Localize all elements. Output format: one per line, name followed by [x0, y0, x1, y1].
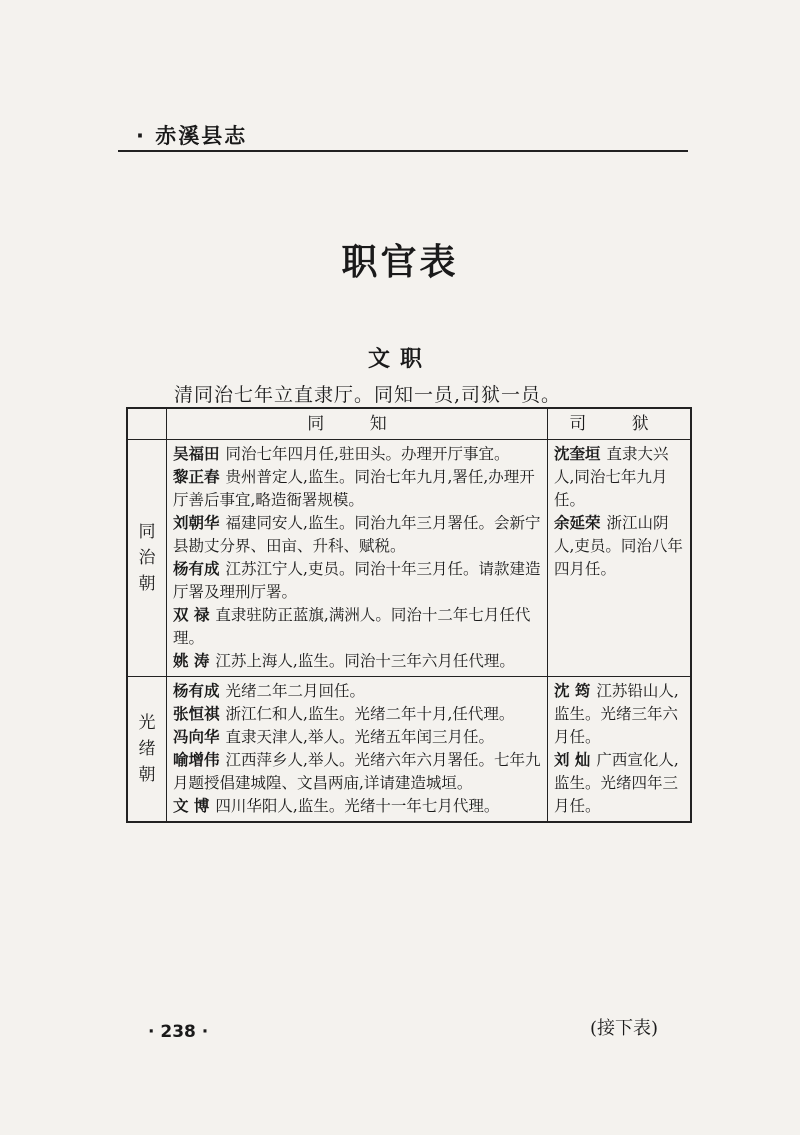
official-entry [554, 680, 685, 749]
official-name: 刘朝华 [173, 514, 220, 532]
official-description: 浙江仁和人,监生。光绪二年十月,任代理。 [225, 705, 515, 723]
official-entry [173, 680, 542, 703]
era-cell [127, 440, 167, 677]
official-description: 广西宣化人,监生。光绪四年三月任。 [554, 751, 679, 815]
era-char: 同 [138, 522, 156, 542]
official-description: 直隶大兴人,同治七年九月任。 [554, 445, 669, 509]
official-name: 文 博 [173, 797, 210, 815]
era-char: 治 [138, 548, 156, 568]
official-description: 江苏铅山人,监生。光绪三年六月任。 [554, 682, 679, 746]
official-name: 刘 灿 [554, 751, 591, 769]
official-entry [173, 726, 542, 749]
official-entry [173, 443, 542, 466]
official-name: 吴福田 [173, 445, 220, 463]
official-entry [173, 703, 542, 726]
official-entry [173, 795, 542, 818]
official-entry [173, 650, 542, 673]
running-header [118, 118, 688, 152]
official-name: 姚 涛 [173, 652, 210, 670]
official-name: 双 禄 [173, 606, 210, 624]
official-entry [173, 558, 542, 604]
table-row [127, 440, 691, 677]
official-entry [554, 443, 685, 512]
official-entry [173, 604, 542, 650]
era-cell [127, 677, 167, 823]
official-name: 余延荣 [554, 514, 601, 532]
era-char: 朝 [138, 765, 156, 785]
tongzhi-cell [167, 677, 548, 823]
official-entry [173, 749, 542, 795]
page-title: 职官表 [341, 242, 459, 283]
official-entry [173, 466, 542, 512]
official-name: 黎正春 [173, 468, 220, 486]
official-description: 直隶天津人,举人。光绪五年闰三月任。 [225, 728, 494, 746]
official-name: 喻增伟 [173, 751, 220, 769]
continued-note: (接下表) [590, 1018, 659, 1039]
official-description: 浙江山阴人,吏员。同治八年四月任。 [554, 514, 683, 578]
official-description: 直隶驻防正蓝旗,满洲人。同治十二年七月任代理。 [173, 606, 531, 647]
official-name: 张恒祺 [173, 705, 220, 723]
era-char: 朝 [138, 574, 156, 594]
official-description: 贵州普定人,监生。同治七年九月,署任,办理开厅善后事宜,略造衙署规模。 [173, 468, 535, 509]
siyu-cell [548, 677, 692, 823]
table-header-row [127, 408, 691, 440]
official-name: 杨有成 [173, 682, 220, 700]
official-description: 同治七年四月任,驻田头。办理开厅事宜。 [225, 445, 510, 463]
official-description: 福建同安人,监生。同治九年三月署任。会新宁县勘丈分界、田亩、升科、赋税。 [173, 514, 541, 555]
official-name: 沈 筠 [554, 682, 591, 700]
siyu-col-header: 司 狱 [548, 408, 692, 440]
siyu-cell [548, 440, 692, 677]
official-name: 沈奎垣 [554, 445, 601, 463]
official-description: 江苏上海人,监生。同治十三年六月任代理。 [215, 652, 515, 670]
tongzhi-col-header: 同 知 [167, 408, 548, 440]
official-name: 冯向华 [173, 728, 220, 746]
page-number: · 238 · [148, 1022, 209, 1042]
official-table [126, 407, 692, 823]
running-title: · 赤溪县志 [136, 124, 248, 148]
intro-text: 清同治七年立直隶厅。同知一员,司狱一员。 [174, 384, 562, 406]
official-description: 四川华阳人,监生。光绪十一年七月代理。 [215, 797, 500, 815]
official-description: 江西萍乡人,举人。光绪六年六月署任。七年九月题授倡建城隍、文昌两庙,详请建造城垣。 [173, 751, 541, 792]
official-entry [554, 749, 685, 818]
official-description: 光绪二年二月回任。 [225, 682, 366, 700]
era-char: 光 [138, 713, 156, 733]
official-entry [173, 512, 542, 558]
official-name: 杨有成 [173, 560, 220, 578]
era-char: 绪 [138, 739, 156, 759]
official-entry [554, 512, 685, 581]
section-subtitle: 文职 [367, 347, 432, 372]
table-row [127, 677, 691, 823]
tongzhi-cell [167, 440, 548, 677]
era-col-header [127, 408, 167, 440]
official-description: 江苏江宁人,吏员。同治十年三月任。请款建造厅署及理刑厅署。 [173, 560, 541, 601]
